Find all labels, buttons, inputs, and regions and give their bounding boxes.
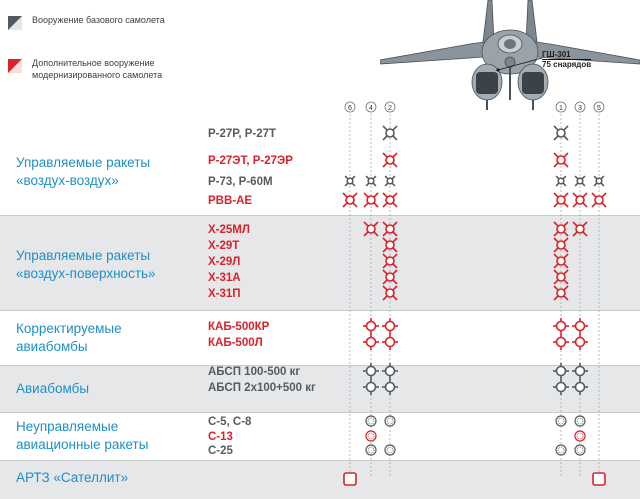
bomb-symbol <box>572 334 588 350</box>
missile-symbol <box>383 270 397 284</box>
weapon-label: Х-29Т <box>208 240 240 252</box>
missile-symbol <box>554 126 568 140</box>
rocket-pod-symbol <box>366 445 376 455</box>
rocket-pod-symbol <box>575 431 585 441</box>
category-air-to-air: Управляемые ракеты «воздух-воздух» <box>16 155 151 188</box>
missile-symbol <box>575 176 585 186</box>
weapon-label: Х-25МЛ <box>208 224 250 236</box>
weapon-label: С-13 <box>208 431 233 443</box>
missile-symbol <box>554 254 568 268</box>
rocket-pod-symbol <box>366 431 376 441</box>
category-bombs: Авиабомбы <box>16 381 90 396</box>
bomb-symbol <box>553 318 569 334</box>
bomb-symbol <box>363 363 379 379</box>
bomb-symbol <box>363 334 379 350</box>
weapon-label: С-25 <box>208 445 233 457</box>
weapon-label: Х-31П <box>208 288 241 300</box>
missile-symbol <box>383 286 397 300</box>
station-number: 2 <box>388 105 392 112</box>
gun-name: ГШ-301 <box>542 50 571 59</box>
rocket-pod-symbol <box>385 445 395 455</box>
bomb-symbol <box>382 379 398 395</box>
missile-symbol <box>364 222 378 236</box>
rocket-pod-symbol <box>385 416 395 426</box>
weapon-label: АБСП 100-500 кг <box>208 366 301 378</box>
weapon-label: Р-73, Р-60М <box>208 176 273 188</box>
legend-base-label: Вооружение базового самолета <box>32 15 165 25</box>
bomb-symbol <box>553 379 569 395</box>
category-rockets: Неуправляемые авиационные ракеты <box>16 419 149 452</box>
missile-symbol <box>594 176 604 186</box>
weapon-label: АБСП 2х100+500 кг <box>208 382 316 394</box>
category-artz: АРТЗ «Сателлит» <box>16 470 129 485</box>
missile-symbol <box>383 254 397 268</box>
station-number: 3 <box>578 105 582 112</box>
missile-symbol <box>554 270 568 284</box>
missile-symbol <box>385 176 395 186</box>
missile-symbol <box>573 222 587 236</box>
station-number: 5 <box>597 105 601 112</box>
pod-symbol <box>593 473 605 485</box>
weapon-label: КАБ-500КР <box>208 321 270 333</box>
missile-symbol <box>383 238 397 252</box>
legend-mod-label: Дополнительное вооружение модернизированного самолета <box>32 58 163 80</box>
rocket-pod-symbol <box>556 445 566 455</box>
weapon-label: Х-31А <box>208 272 241 284</box>
weapon-label: Х-29Л <box>208 256 241 268</box>
bomb-symbol <box>553 334 569 350</box>
gun-rounds: 75 снарядов <box>542 60 592 69</box>
bomb-symbol <box>382 334 398 350</box>
bomb-symbol <box>572 363 588 379</box>
bomb-symbol <box>382 363 398 379</box>
category-air-to-surface: Управляемые ракеты «воздух-поверхность» <box>16 248 156 281</box>
missile-symbol <box>383 222 397 236</box>
missile-symbol <box>554 286 568 300</box>
weapon-label: КАБ-500Л <box>208 337 263 349</box>
missile-symbol <box>554 238 568 252</box>
bomb-symbol <box>572 318 588 334</box>
station-number: 6 <box>348 105 352 112</box>
missile-symbol <box>556 176 566 186</box>
category-guided-bombs: Корректируемые авиабомбы <box>16 321 122 354</box>
weapon-label: РВВ-АЕ <box>208 195 253 207</box>
bomb-symbol <box>363 379 379 395</box>
rocket-pod-symbol <box>556 416 566 426</box>
missile-symbol <box>383 126 397 140</box>
rocket-pod-symbol <box>575 416 585 426</box>
missile-symbol <box>554 222 568 236</box>
weapon-label: С-5, С-8 <box>208 416 252 428</box>
bomb-symbol <box>363 318 379 334</box>
rocket-pod-symbol <box>366 416 376 426</box>
missile-symbol <box>366 176 376 186</box>
bomb-symbol <box>553 363 569 379</box>
station-number: 1 <box>559 105 563 112</box>
rocket-pod-symbol <box>575 445 585 455</box>
weapon-label: Р-27Р, Р-27Т <box>208 128 277 140</box>
missile-symbol <box>345 176 355 186</box>
pod-symbol <box>344 473 356 485</box>
weapon-label: Р-27ЭТ, Р-27ЭР <box>208 155 293 167</box>
bomb-symbol <box>382 318 398 334</box>
bomb-symbol <box>572 379 588 395</box>
station-number: 4 <box>369 105 373 112</box>
